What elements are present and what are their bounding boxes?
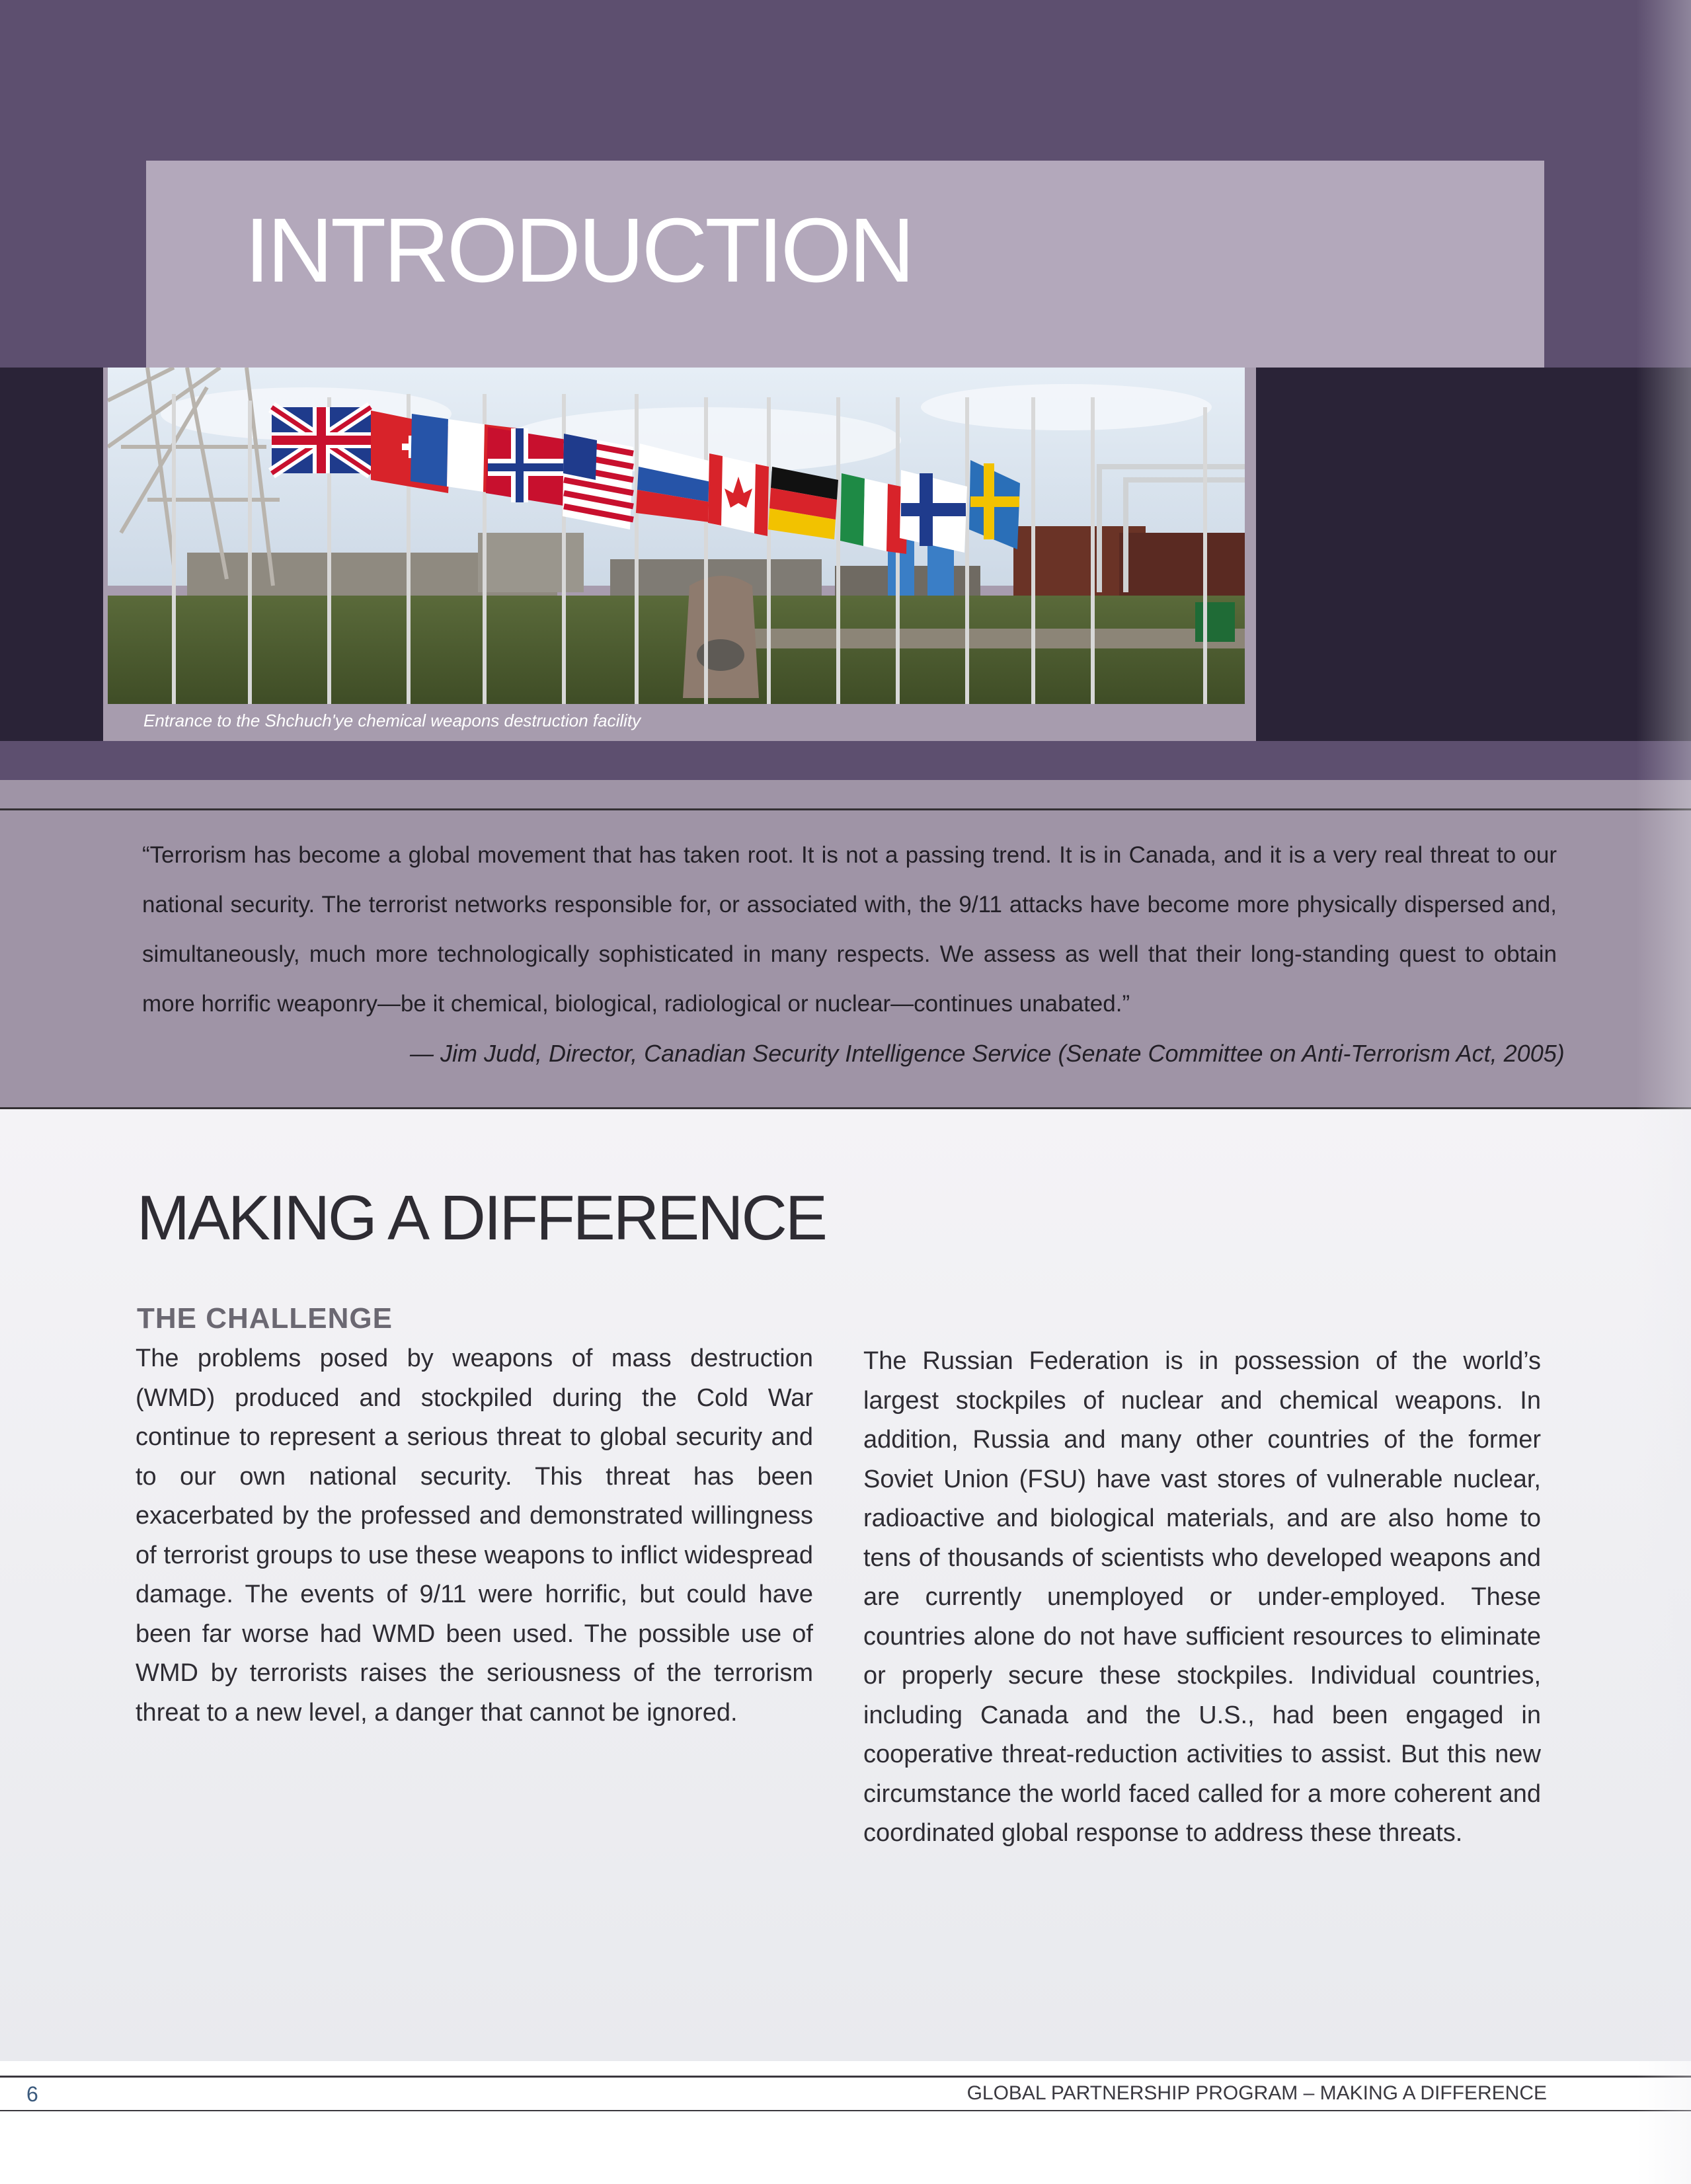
- flags-photo: [108, 368, 1245, 704]
- flag-canada: [708, 453, 769, 536]
- monument: [683, 576, 759, 698]
- page-edge-shadow: [1636, 0, 1691, 2184]
- photo-caption: Entrance to the Shchuch'ye chemical weapons destruction facility: [143, 711, 641, 730]
- quote-attribution: — Jim Judd, Director, Canadian Security Intelligence Service (Senate Committee on Anti-Terrorism Act, 2005): [410, 1040, 1565, 1067]
- subheading: THE CHALLENGE: [137, 1302, 393, 1335]
- footer-divider: [0, 2110, 1691, 2111]
- pull-quote: “Terrorism has become a global movement that has taken root. It is not a passing trend. It is in Canada, and it is a very real threat to our national security. The terrorist networks responsible for, or associated with, the 9/11 attacks have become more physically dispersed and, simultaneously, much more technologically sophisticated in many respects. We assess as well that their long-standing quest to obtain more horrific weaponry—be it chemical, biological, radiological or nuclear—continues unabated.”: [142, 842, 1557, 1017]
- page-number: 6: [26, 2082, 38, 2106]
- grass: [108, 596, 1245, 704]
- divider: [0, 808, 1691, 810]
- flag-uk: [272, 407, 371, 473]
- sign: [1195, 602, 1235, 642]
- right-column-paragraph: The Russian Federation is in possession of the world’s largest stockpiles of nuclear and chemical weapons. In addition, Russia and many other countries of the former Soviet Union (FSU) have vast stores of vulnerable nuclear, radioactive and biological materials, and are also home to tens of thousands of scientists who developed weapons and are currently unemployed or under-employed. These countries alone do not have sufficient resources to eliminate or properly secure these stockpiles. Individual countries, including Canada and the U.S., had been engaged in cooperative threat-reduction activities to assist. But this new circumstance the world faced called for a more coherent and coordinated global response to address these threats.: [863, 1347, 1541, 1847]
- running-footer-title: GLOBAL PARTNERSHIP PROGRAM – MAKING A DIFFERENCE: [966, 2082, 1547, 2104]
- flag-usa: [563, 434, 633, 529]
- left-column-paragraph: The problems posed by weapons of mass destruction (WMD) produced and stockpiled during the Cold War continue to represent a serious threat to global security and to our own national security. This threat has been exacerbated by the professed and demonstrated willingness of terrorist groups to use these weapons to inflict widespread damage. The events of 9/11 were horrific, but could have been far worse had WMD been used. The possible use of WMD by terrorists raises the seriousness of the terrorism threat to a new level, a danger that cannot be ignored.: [136, 1345, 813, 1727]
- footer-divider: [0, 2076, 1691, 2078]
- page-title: INTRODUCTION: [245, 200, 912, 301]
- flag-norway: [486, 427, 570, 506]
- section-heading: MAKING A DIFFERENCE: [137, 1183, 826, 1253]
- road: [703, 629, 1245, 648]
